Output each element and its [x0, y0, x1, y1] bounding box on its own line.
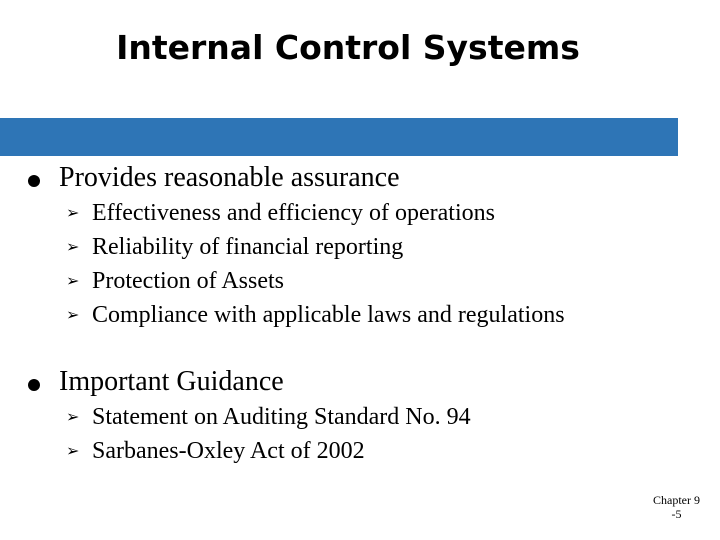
round-bullet-icon	[28, 175, 40, 187]
list-item	[66, 196, 565, 230]
list-item	[66, 400, 471, 434]
list-item	[66, 230, 565, 264]
section-heading-row	[28, 164, 400, 192]
sub-bullet-list	[66, 196, 565, 332]
arrowhead-icon: ➢	[66, 441, 80, 460]
list-item-text: Statement on Auditing Standard No. 94	[92, 404, 471, 430]
sub-bullet-list	[66, 400, 471, 468]
list-item	[66, 264, 565, 298]
list-item-text: Sarbanes-Oxley Act of 2002	[92, 438, 365, 464]
list-item-text: Reliability of financial reporting	[92, 234, 404, 260]
arrowhead-icon: ➢	[66, 305, 80, 324]
list-item-text: Protection of Assets	[92, 268, 284, 294]
arrowhead-icon: ➢	[66, 237, 80, 256]
title-band	[0, 118, 678, 156]
list-item	[66, 298, 565, 332]
arrowhead-icon: ➢	[66, 203, 80, 222]
chapter-page-label	[653, 493, 700, 521]
page-number: -5	[671, 507, 682, 521]
list-item-text: Effectiveness and efficiency of operations	[92, 200, 495, 226]
chapter-label: Chapter 9	[653, 493, 700, 507]
section-heading: Important Guidance	[59, 366, 284, 397]
list-item-text: Compliance with applicable laws and regulations	[92, 302, 565, 328]
section-heading-row	[28, 368, 284, 396]
round-bullet-icon	[28, 379, 40, 391]
slide-title: Internal Control Systems	[116, 28, 580, 67]
section-heading: Provides reasonable assurance	[59, 162, 400, 193]
arrowhead-icon: ➢	[66, 271, 80, 290]
arrowhead-icon: ➢	[66, 407, 80, 426]
list-item	[66, 434, 471, 468]
